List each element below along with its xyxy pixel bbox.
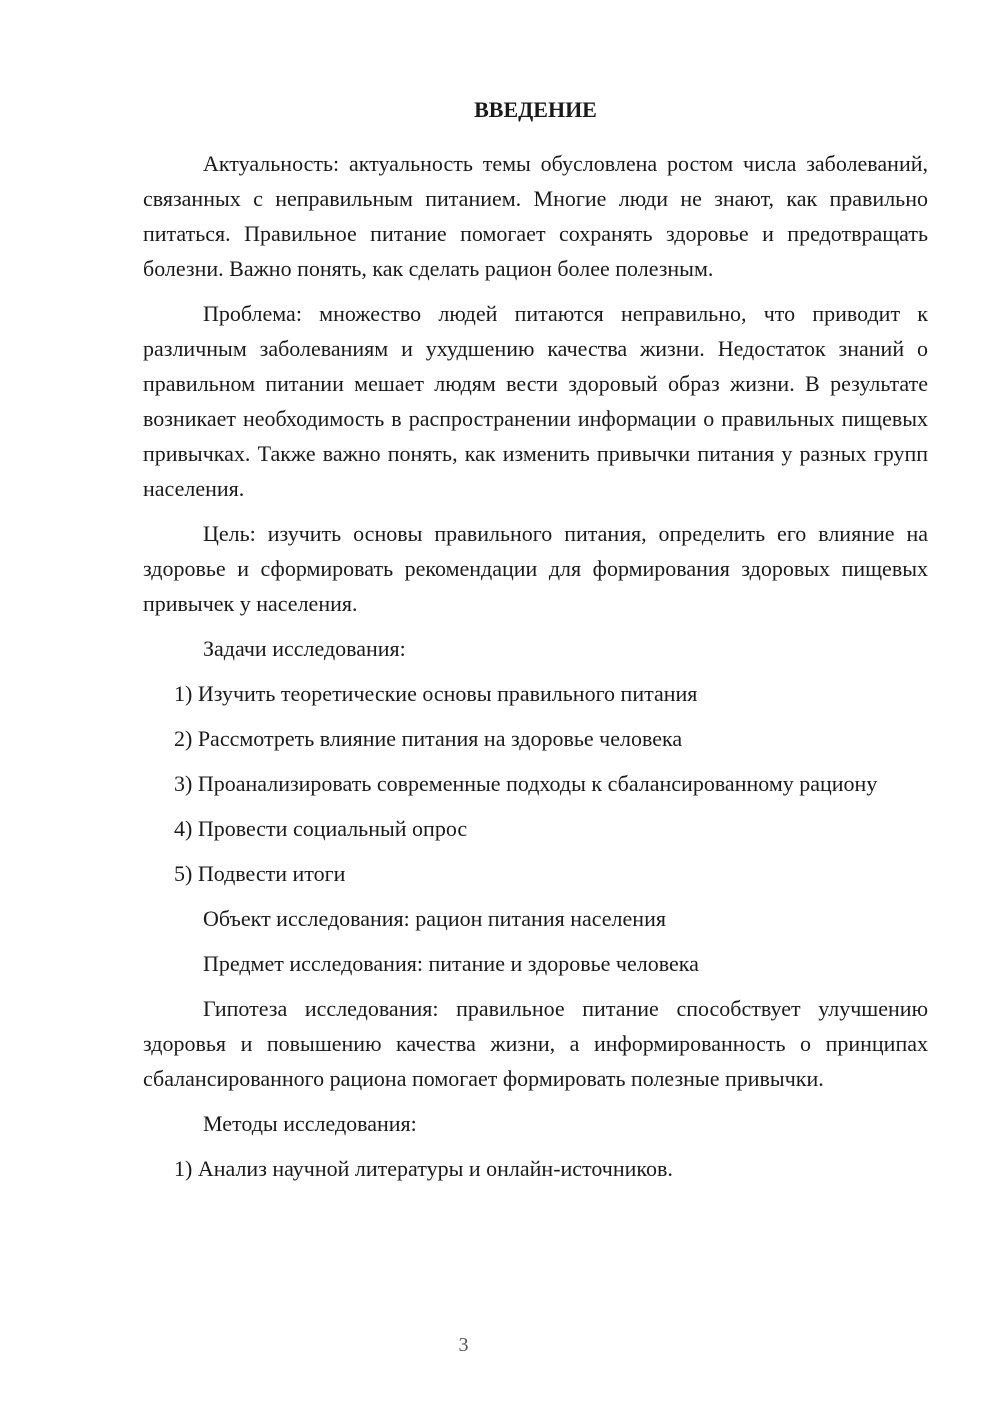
goal-paragraph: Цель: изучить основы правильного питания, определить его влияние на здоровье и сформировать рекомендации для формирования здоровых пищевых привычек у населения. [143, 521, 928, 616]
task-item-1: 1) Изучить теоретические основы правильного питания [174, 681, 698, 706]
method-item-1: 1) Анализ научной литературы и онлайн-источников. [174, 1156, 673, 1181]
section-title: ВВЕДЕНИЕ [474, 97, 597, 122]
task-item-4: 4) Провести социальный опрос [174, 816, 468, 841]
page-number: 3 [458, 1334, 469, 1356]
subject-paragraph: Предмет исследования: питание и здоровье человека [203, 951, 699, 976]
task-item-3: 3) Проанализировать современные подходы к сбалансированному рациону [174, 771, 878, 796]
relevance-paragraph: Актуальность: актуальность темы обусловлена ростом числа заболеваний, связанных с неправильным питанием. Многие люди не знают, как правильно питаться. Правильное питание помогает сохранять здоровье и предотвращать болезни. Важно понять, как сделать рацион более полезным. [143, 151, 928, 281]
tasks-heading: Задачи исследования: [203, 636, 406, 661]
problem-paragraph: Проблема: множество людей питаются неправильно, что приводит к различным заболеваниям и ухудшению качества жизни. Недостаток знаний о правильном питании мешает людям вести здоровый образ жизни. В результате возникает необходимость в распространении информации о правильных пищевых привычках. Также важно понять, как изменить привычки питания у разных групп населения. [143, 301, 928, 501]
methods-heading: Методы исследования: [203, 1111, 417, 1136]
hypothesis-paragraph: Гипотеза исследования: правильное питание способствует улучшению здоровья и повышению качества жизни, а информированность о принципах сбалансированного рациона помогает формировать полезные привычки. [143, 996, 928, 1091]
object-paragraph: Объект исследования: рацион питания населения [203, 906, 666, 931]
task-item-5: 5) Подвести итоги [174, 861, 346, 886]
document-page [143, 92, 928, 1196]
task-item-2: 2) Рассмотреть влияние питания на здоровье человека [174, 726, 683, 751]
